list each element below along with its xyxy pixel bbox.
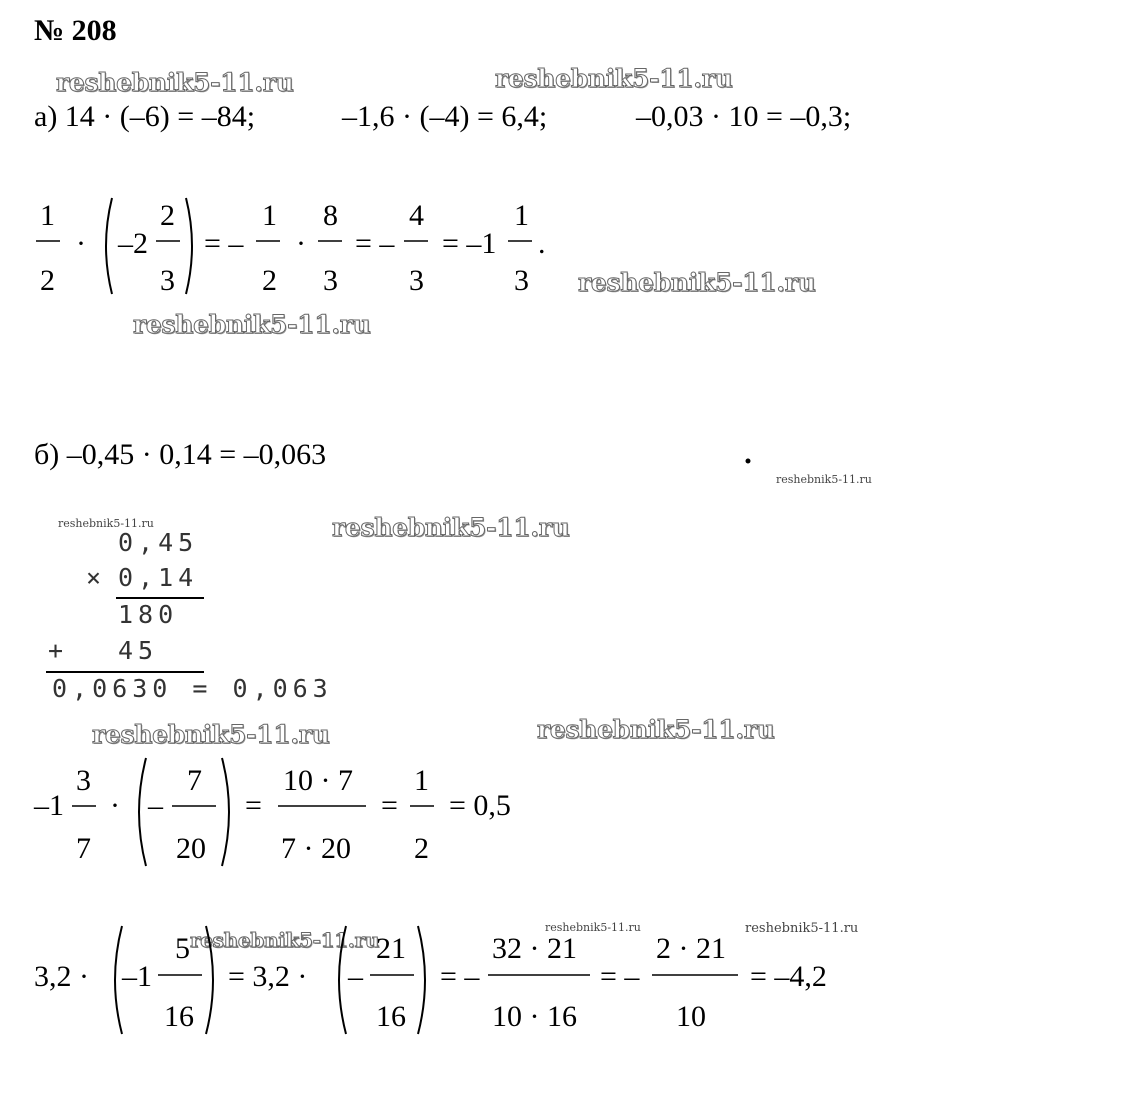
minus: – — [348, 960, 363, 993]
mixed-whole: –2 — [118, 227, 148, 260]
watermark: reshebnik5-11.ru — [578, 268, 816, 297]
watermark-small: reshebnik5-11.ru — [58, 517, 154, 530]
numerator: 2 — [160, 199, 175, 232]
factor: 3,2 · — [34, 960, 89, 993]
equals-minus: = – — [600, 960, 640, 993]
part-b-expr-1: б) –0,45 · 0,14 = –0,063 — [34, 438, 327, 471]
watermark: reshebnik5-11.ru — [190, 928, 380, 952]
denominator: 3 — [514, 264, 529, 297]
right-paren — [186, 198, 192, 294]
numerator: 3 — [76, 764, 91, 797]
multiply-sign: × — [86, 563, 107, 592]
minus: – — [148, 789, 163, 822]
equals-result: = 0,5 — [449, 789, 511, 822]
numerator: 1 — [414, 764, 429, 797]
dot-operator: · — [296, 227, 306, 260]
column-rule — [46, 671, 204, 673]
numerator: 5 — [175, 932, 190, 965]
denominator: 16 — [376, 1000, 406, 1033]
part-a-expr-1: а) 14 · (–6) = –84; — [34, 100, 256, 133]
denominator: 16 — [164, 1000, 194, 1033]
dot-mark — [746, 459, 751, 464]
right-paren — [418, 926, 425, 1034]
column-rule — [116, 597, 204, 599]
denominator: 10 · 16 — [492, 1000, 577, 1033]
left-paren — [339, 926, 346, 1034]
add-sign: + — [48, 636, 69, 665]
numerator: 1 — [40, 199, 55, 232]
equals: = — [381, 789, 398, 822]
right-paren — [206, 926, 213, 1034]
numerator: 32 · 21 — [492, 932, 577, 965]
numerator: 4 — [409, 199, 424, 232]
numerator: 8 — [323, 199, 338, 232]
equals-minus: = – — [204, 227, 244, 260]
part-b-expr-3 — [34, 926, 827, 1034]
equals-result: = –4,2 — [750, 960, 827, 993]
equals-factor: = 3,2 · — [228, 960, 308, 993]
denominator: 10 — [676, 1000, 706, 1033]
left-paren — [139, 758, 146, 866]
numerator: 7 — [187, 764, 202, 797]
column-row-3: 180 — [118, 600, 179, 629]
numerator: 21 — [376, 932, 406, 965]
problem-title: № 208 — [34, 14, 117, 47]
column-row-4: 45 — [118, 636, 159, 665]
watermark: reshebnik5-11.ru — [332, 513, 570, 542]
watermark: reshebnik5-11.ru — [92, 720, 330, 749]
denominator: 20 — [176, 832, 206, 865]
period: . — [538, 227, 546, 260]
watermark-small: reshebnik5-11.ru — [545, 921, 641, 934]
watermark: reshebnik5-11.ru — [56, 68, 294, 97]
numerator: 1 — [262, 199, 277, 232]
dot-operator: · — [76, 227, 86, 260]
equals-minus: = – — [440, 960, 480, 993]
watermark-small: reshebnik5-11.ru — [745, 921, 859, 936]
equals-result: = –1 — [442, 227, 497, 260]
denominator: 7 — [76, 832, 91, 865]
mixed-whole: –1 — [34, 789, 64, 822]
part-a-fraction-expr — [36, 198, 546, 297]
watermark: reshebnik5-11.ru — [495, 64, 733, 93]
equals: = — [245, 789, 262, 822]
denominator: 3 — [160, 264, 175, 297]
dot-operator: · — [110, 789, 120, 822]
left-paren — [115, 926, 122, 1034]
denominator: 7 · 20 — [281, 832, 351, 865]
column-result: 0,0630 = 0,063 — [52, 674, 333, 703]
denominator: 3 — [323, 264, 338, 297]
denominator: 2 — [262, 264, 277, 297]
column-row-2: 0,14 — [118, 563, 199, 592]
numerator: 10 · 7 — [283, 764, 353, 797]
numerator: 1 — [514, 199, 529, 232]
watermark-small: reshebnik5-11.ru — [776, 473, 872, 486]
watermark: reshebnik5-11.ru — [537, 715, 775, 744]
left-paren — [106, 198, 112, 294]
denominator: 3 — [409, 264, 424, 297]
denominator: 2 — [40, 264, 55, 297]
part-a-expr-2: –1,6 · (–4) = 6,4; — [342, 100, 548, 133]
equals-minus: = – — [355, 227, 395, 260]
column-row-1: 0,45 — [118, 528, 199, 557]
part-a-expr-3: –0,03 · 10 = –0,3; — [636, 100, 852, 133]
watermark: reshebnik5-11.ru — [133, 310, 371, 339]
denominator: 2 — [414, 832, 429, 865]
mixed-whole: –1 — [122, 960, 152, 993]
part-b-expr-2 — [33, 758, 511, 866]
numerator: 2 · 21 — [656, 932, 726, 965]
right-paren — [222, 758, 229, 866]
